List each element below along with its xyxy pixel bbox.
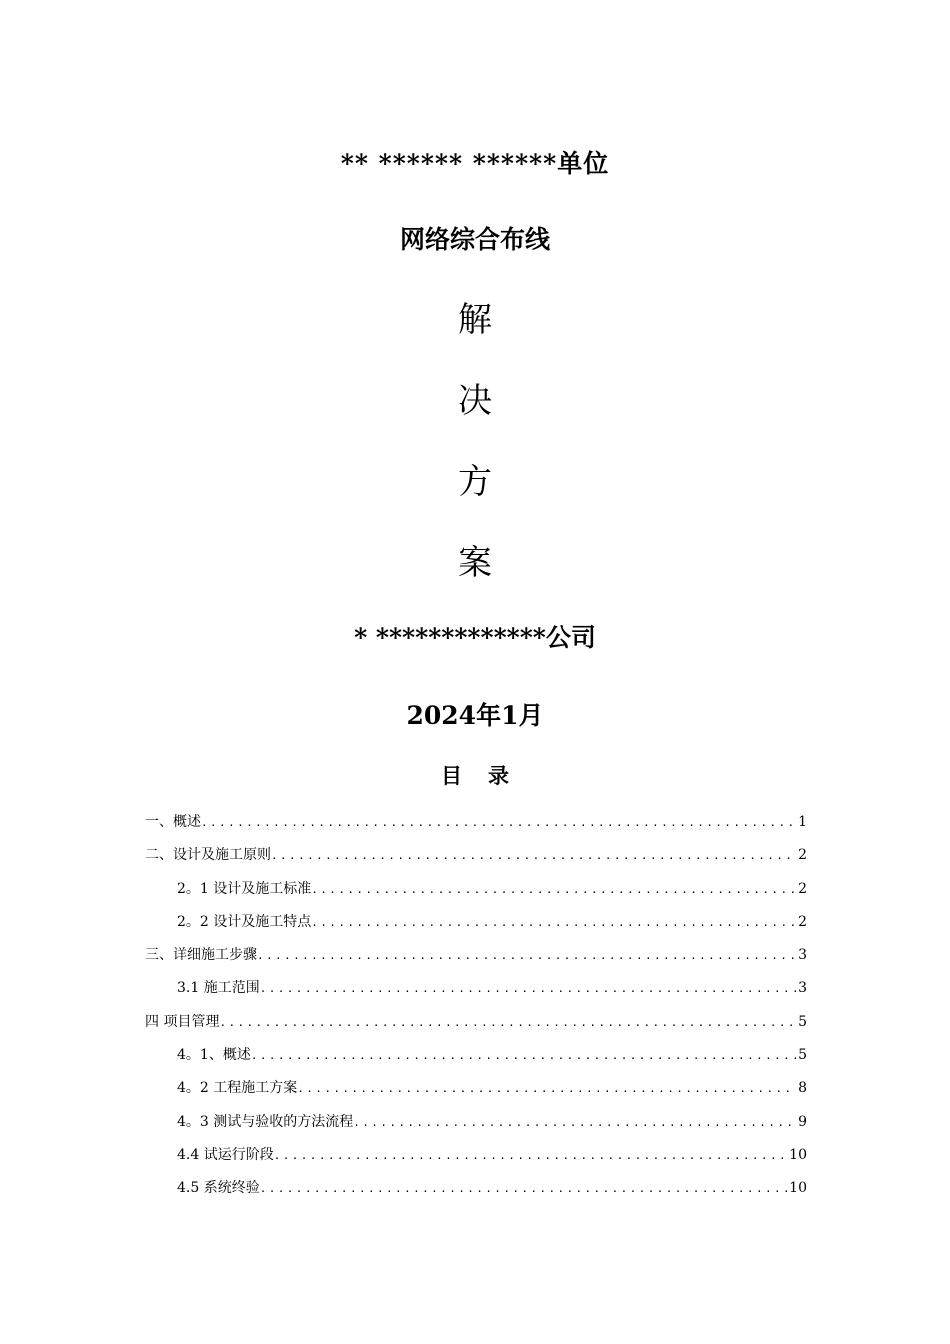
- organization-title: ** ****** ******单位: [340, 149, 610, 178]
- toc-entry-label[interactable]: 一、概述: [145, 814, 201, 830]
- toc-entry[interactable]: [145, 879, 807, 912]
- toc-dot-leader: [311, 913, 796, 933]
- toc-entry-label[interactable]: 四 项目管理: [145, 1013, 220, 1030]
- toc-entry[interactable]: [145, 812, 807, 845]
- toc-entry-page: 10: [789, 1146, 807, 1163]
- toc-entry[interactable]: [145, 1145, 807, 1178]
- toc-entry-label[interactable]: 4.5 系统终验: [177, 1180, 260, 1197]
- toc-entry[interactable]: [145, 978, 807, 1011]
- toc-dot-leader: [353, 1113, 796, 1133]
- solution-char: 决: [458, 381, 492, 421]
- toc-dot-leader: [297, 1079, 796, 1099]
- toc-dot-leader: [201, 813, 796, 833]
- toc-entry-page: 5: [798, 1013, 807, 1030]
- solution-char: 解: [458, 300, 492, 340]
- toc-entry-label[interactable]: 2。1 设计及施工标准: [177, 880, 312, 897]
- company-name: * *************公司: [354, 623, 596, 652]
- toc-entry-page: 10: [789, 1180, 807, 1197]
- toc-entry-label[interactable]: 3.1 施工范围: [177, 980, 260, 997]
- toc-entry-page: 3: [798, 980, 807, 997]
- solution-char: 案: [458, 543, 492, 583]
- table-of-contents: [145, 812, 807, 1212]
- toc-entry-page: 1: [798, 814, 807, 830]
- toc-entry[interactable]: [145, 1178, 807, 1211]
- toc-entry[interactable]: [145, 912, 807, 945]
- project-title: 网络综合布线: [399, 225, 550, 254]
- toc-entry-label[interactable]: 二、设计及施工原则: [145, 847, 271, 864]
- toc-entry[interactable]: [145, 1012, 807, 1045]
- toc-entry-page: 2: [798, 847, 807, 864]
- toc-entry[interactable]: [145, 945, 807, 978]
- toc-entry[interactable]: [145, 845, 807, 878]
- toc-entry-label[interactable]: 4。1、概述: [177, 1047, 251, 1064]
- toc-entry-label[interactable]: 4。3 测试与验收的方法流程: [177, 1113, 354, 1130]
- toc-dot-leader: [260, 979, 796, 999]
- toc-entry-page: 3: [798, 947, 807, 964]
- toc-dot-leader: [311, 880, 796, 900]
- toc-dot-leader: [260, 1179, 787, 1199]
- toc-dot-leader: [271, 846, 796, 866]
- toc-dot-leader: [251, 1046, 796, 1066]
- toc-entry-label[interactable]: 4.4 试运行阶段: [177, 1146, 274, 1163]
- toc-heading: 目录: [441, 763, 535, 788]
- toc-dot-leader: [219, 1013, 796, 1033]
- toc-dot-leader: [274, 1146, 787, 1166]
- toc-entry[interactable]: [145, 1078, 807, 1111]
- toc-entry-label[interactable]: 三、详细施工步骤: [145, 947, 257, 964]
- toc-entry[interactable]: [145, 1112, 807, 1145]
- solution-char: 方: [458, 462, 492, 502]
- toc-dot-leader: [257, 946, 796, 966]
- toc-entry-label[interactable]: 4。2 工程施工方案: [177, 1080, 298, 1097]
- toc-entry-page: 2: [798, 880, 807, 897]
- toc-entry-page: 5: [798, 1047, 807, 1064]
- toc-entry-page: 9: [798, 1113, 807, 1130]
- document-date: 2024年1月: [406, 701, 544, 730]
- toc-entry-label[interactable]: 2。2 设计及施工特点: [177, 913, 312, 930]
- toc-entry-page: 8: [798, 1080, 807, 1097]
- toc-entry-page: 2: [798, 913, 807, 930]
- toc-entry[interactable]: [145, 1045, 807, 1078]
